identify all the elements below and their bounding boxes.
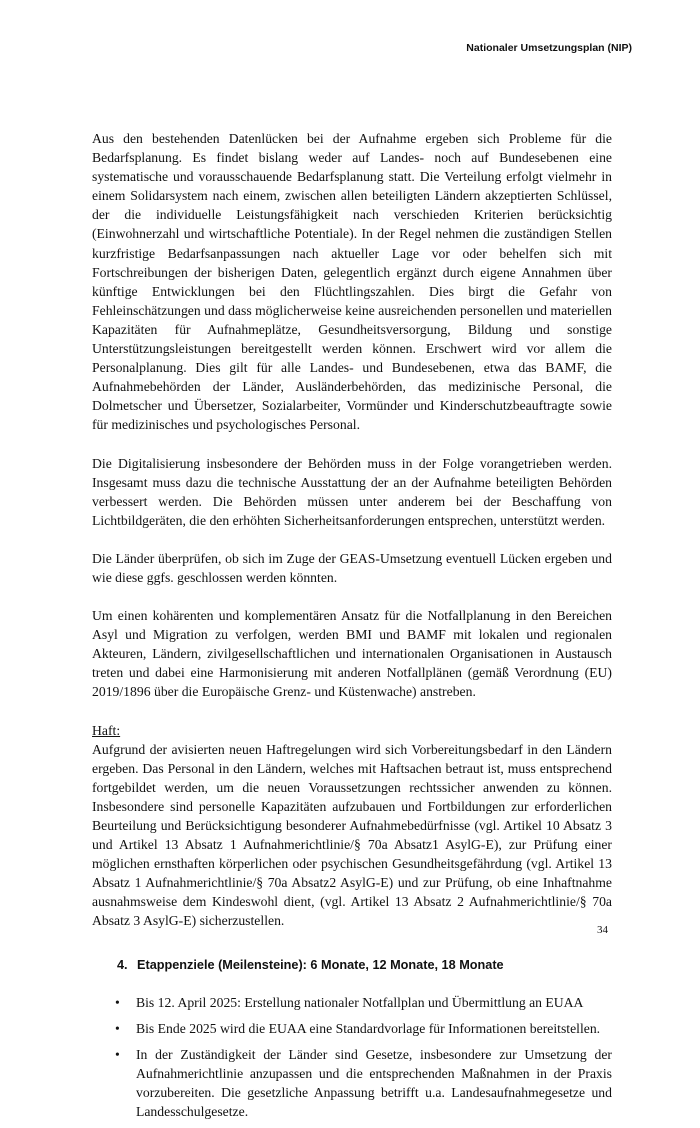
section-heading (117, 956, 612, 974)
section-title: Etappenziele (Meilensteine): 6 Monate, 12 Monate, 18 Monate (137, 957, 504, 972)
paragraph-laender-review: Die Länder überprüfen, ob sich im Zuge der GEAS-Umsetzung eventuell Lücken ergeben und wie diese ggfs. geschlossen werden könnten. (92, 550, 612, 585)
list-item-text: Bis 12. April 2025: Erstellung nationaler Notfallplan und Übermittlung an EUAA (136, 994, 584, 1010)
bullet-icon: • (115, 1046, 120, 1062)
page-body (92, 129, 612, 1128)
list-item-text: Bis Ende 2025 wird die EUAA eine Standardvorlage für Informationen bereitstellen. (136, 1020, 601, 1036)
list-item (92, 1019, 612, 1038)
paragraph-emergency-planning: Um einen kohärenten und komplementären Ansatz für die Notfallplanung in den Bereichen Asyl und Migration zu verfolgen, werden BMI und BAMF mit lokalen und regionalen Akteuren, Ländern, zivilgesellschaftlichen und internationalen Organisationen in Austausch treten und dabei eine Harmonisierung mit anderen Notfallplänen (gemäß Verordnung (EU) 2019/1896 über die Europäische Grenz- und Küstenwache) anstreben. (92, 608, 612, 700)
milestone-list (92, 993, 612, 1122)
bullet-icon: • (115, 994, 120, 1010)
paragraph-data-gaps: Aus den bestehenden Datenlücken bei der Aufnahme ergeben sich Probleme für die Bedarfsplanung. Es findet bislang weder auf Landes- noch auf Bundesebenen eine systematische und vorausschauende Bedarfsplanung statt. Die Verteilung erfolgt vielmehr in einem Solidarsystem nach einem, zwischen allen beteiligten Ländern akzeptierten Schlüssel, der die individuelle Leistungsfähigkeit nach verschieden Kriterien berücksichtig (Einwohnerzahl und wirtschaftliche Potentiale). In der Regel nehmen die zuständigen Stellen kurzfristige Bedarfsanpassungen nach aktueller Lage vor oder behelfen sich mit Fortschreibungen der bisherigen Daten, gelegentlich ergänzt durch eigene Annahmen über künftige Entwicklungen bei den Flüchtlingszahlen. Dies birgt die Gefahr von Fehleinschätzungen und dass möglicherweise keine ausreichenden personellen und materiellen Kapazitäten für Aufnahmeplätze, Gesundheitsversorgung, Bildung und sonstige Unterstützungsleistungen bereitgestellt werden können. Erschwert wird vor allem die Personalplanung. Dies gilt für alle Landes- und Bundesebenen, etwa das BAMF, die Aufnahmebehörden der Länder, Ausländerbehörden, das medizinische Personal, die Dolmetscher und Übersetzer, Sozialarbeiter, Vormünder und Kinderschutzbeauftragte sowie für medizinisches und psychologisches Personal. (92, 131, 612, 433)
paragraph-digitalization: Die Digitalisierung insbesondere der Behörden muss in der Folge vorangetrieben werden. Insgesamt muss dazu die technische Ausstattung der an der Aufnahme beteiligten Behörden verbessert werden. Die Behörden müssen unter anderem bei der Beschaffung von Lichtbildgeräten, die den erhöhten Sicherheitsanforderungen entsprechen, unterstützt werden. (92, 455, 612, 528)
haft-paragraph: Aufgrund der avisierten neuen Haftregelungen wird sich Vorbereitungsbedarf in den Ländern ergeben. Das Personal in den Ländern, welches mit Haftsachen betraut ist, muss entsprechend fortgebildet werden, um die neuen Voraussetzungen rechtssicher anwenden zu können. Insbesondere sind personelle Kapazitäten aufzubauen und Fortbildungen zur erforderlichen Beurteilung und Berücksichtigung besonderer Aufnahmebedürfnisse (vgl. Artikel 10 Absatz 3 und Artikel 13 Absatz 1 Aufnahmerichtlinie/§ 70a Absatz1 AsylG-E), zur Prüfung einer möglichen ernsthaften körperlichen oder psychischen Gesundheitsgefährdung (vgl. Artikel 13 Absatz 1 Aufnahmerichtlinie/§ 70a Absatz2 AsylG-E) und zur Prüfung, ob eine Inhaftnahme ausnahmsweise dem Kindeswohl dient, (vgl. Artikel 13 Absatz 2 Aufnahmerichtlinie/§ 70a Absatz 3 AsylG-E) sicherzustellen. (92, 741, 612, 929)
haft-title: Haft: (92, 722, 121, 738)
section-number: 4. (117, 957, 128, 972)
page-number: 34 (597, 924, 608, 936)
bullet-icon: • (115, 1020, 120, 1036)
list-item (92, 1045, 612, 1121)
haft-block (92, 721, 612, 931)
list-item-text: In der Zuständigkeit der Länder sind Gesetze, insbesondere zur Umsetzung der Aufnahmerichtlinie anzupassen und die entsprechenden Maßnahmen in der Praxis vorzubereiten. Die gesetzliche Anpassung betrifft u.a. Landesaufnahmegesetze und Landesschulgesetze. (136, 1046, 612, 1120)
list-item (92, 993, 612, 1012)
running-header: Nationaler Umsetzungsplan (NIP) (466, 42, 632, 54)
